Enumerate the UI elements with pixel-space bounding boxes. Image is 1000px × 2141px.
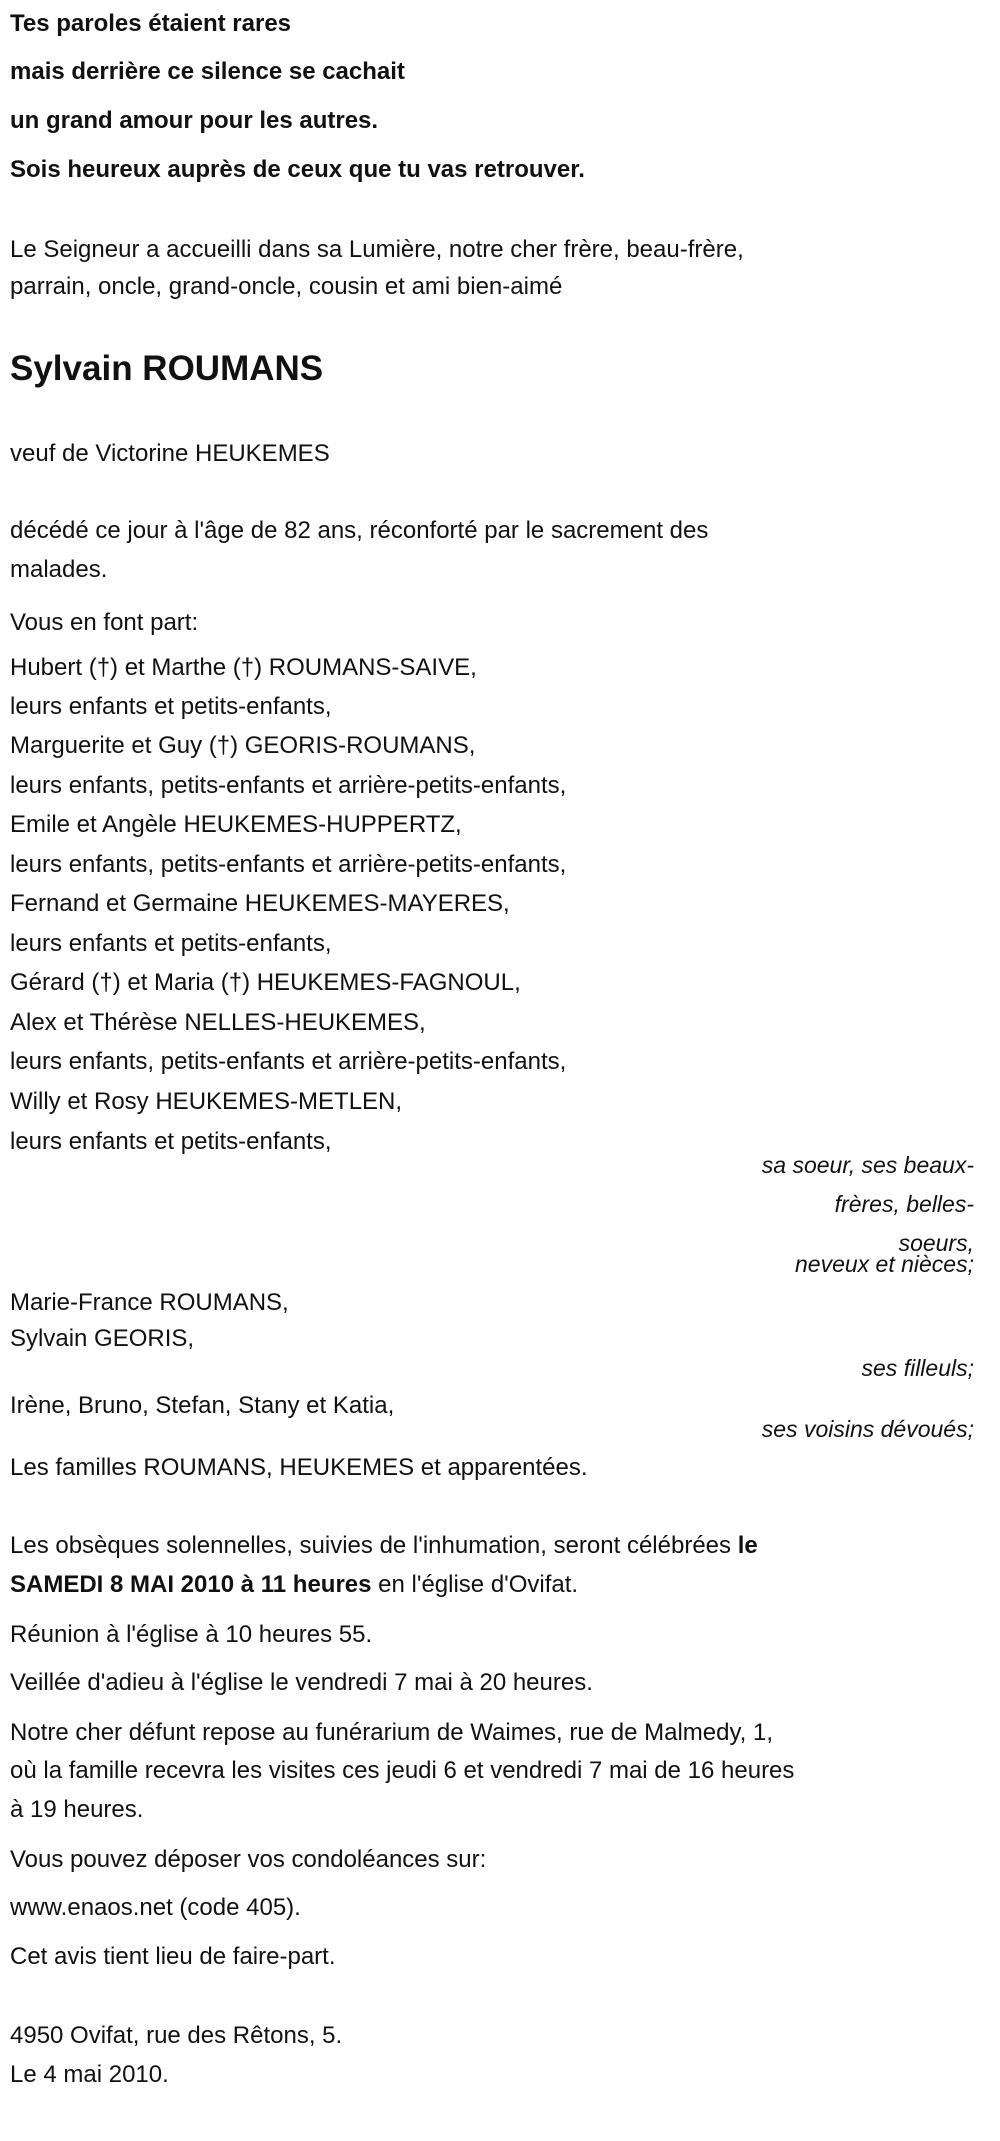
family-line: leurs enfants, petits-enfants et arrière-petits-enfants, <box>10 851 567 878</box>
funeral-date: SAMEDI 8 MAI 2010 à 11 heures <box>10 1571 372 1598</box>
funeral-line <box>10 1526 758 1566</box>
funeral-place: en l'église d'Ovifat. <box>371 1571 579 1598</box>
detail-line: à 19 heures. <box>10 1796 144 1823</box>
death-line: malades. <box>10 556 108 583</box>
funeral-line <box>10 1565 578 1605</box>
family-line: leurs enfants et petits-enfants, <box>10 1128 332 1155</box>
poem-line: mais derrière ce silence se cachait <box>10 58 405 85</box>
family-line: leurs enfants, petits-enfants et arrière-petits-enfants, <box>10 772 567 799</box>
detail-line: Notre cher défunt repose au funérarium de Waimes, rue de Malmedy, 1, <box>10 1719 774 1746</box>
families-line: Les familles ROUMANS, HEUKEMES et apparentées. <box>10 1454 588 1481</box>
intro-line: parrain, oncle, grand-oncle, cousin et ami bien-aimé <box>10 273 563 300</box>
relation-line: ses voisins dévoués; <box>761 1416 974 1442</box>
relation-line: ses filleuls; <box>861 1355 974 1381</box>
family-line: leurs enfants, petits-enfants et arrière-petits-enfants, <box>10 1048 567 1075</box>
detail-line: Veillée d'adieu à l'église le vendredi 7 mai à 20 heures. <box>10 1669 593 1696</box>
poem-line: Sois heureux auprès de ceux que tu vas retrouver. <box>10 156 585 183</box>
detail-line: Réunion à l'église à 10 heures 55. <box>10 1621 373 1648</box>
relation-line: frères, belles- <box>834 1191 974 1217</box>
neighbours-line: Irène, Bruno, Stefan, Stany et Katia, <box>10 1392 395 1419</box>
announce-line: Vous en font part: <box>10 609 199 636</box>
family-line: Emile et Angèle HEUKEMES-HUPPERTZ, <box>10 811 462 838</box>
family-line: Fernand et Germaine HEUKEMES-MAYERES, <box>10 890 510 917</box>
godchild-line: Marie-France ROUMANS, <box>10 1289 289 1316</box>
funeral-text: Les obsèques solennelles, suivies de l'inhumation, seront célébrées <box>10 1532 738 1559</box>
family-line: Marguerite et Guy (†) GEORIS-ROUMANS, <box>10 732 476 759</box>
poem-line: un grand amour pour les autres. <box>10 107 379 134</box>
detail-line: Cet avis tient lieu de faire-part. <box>10 1943 336 1970</box>
family-line: Gérard (†) et Maria (†) HEUKEMES-FAGNOUL, <box>10 969 521 996</box>
deceased-name: Sylvain ROUMANS <box>10 349 324 388</box>
condolence-link[interactable]: www.enaos.net (code 405). <box>10 1894 301 1921</box>
family-line: Alex et Thérèse NELLES-HEUKEMES, <box>10 1009 426 1036</box>
detail-line: Vous pouvez déposer vos condoléances sur: <box>10 1846 487 1873</box>
family-line: Hubert (†) et Marthe (†) ROUMANS-SAIVE, <box>10 654 477 681</box>
relation-line: soeurs, <box>898 1230 974 1256</box>
funeral-text-bold: le <box>737 1532 758 1559</box>
relation-line: sa soeur, ses beaux- <box>761 1152 974 1178</box>
godchild-line: Sylvain GEORIS, <box>10 1325 195 1352</box>
family-line: Willy et Rosy HEUKEMES-METLEN, <box>10 1088 403 1115</box>
widower-line: veuf de Victorine HEUKEMES <box>10 440 330 467</box>
address-line: 4950 Ovifat, rue des Rêtons, 5. <box>10 2022 343 2049</box>
date-line: Le 4 mai 2010. <box>10 2061 169 2088</box>
relation-line: neveux et nièces; <box>794 1251 974 1277</box>
detail-line: où la famille recevra les visites ces jeudi 6 et vendredi 7 mai de 16 heures <box>10 1757 795 1784</box>
death-line: décédé ce jour à l'âge de 82 ans, réconforté par le sacrement des <box>10 517 709 544</box>
poem-line: Tes paroles étaient rares <box>10 10 292 37</box>
family-line: leurs enfants et petits-enfants, <box>10 693 332 720</box>
intro-line: Le Seigneur a accueilli dans sa Lumière, notre cher frère, beau-frère, <box>10 236 744 263</box>
family-line: leurs enfants et petits-enfants, <box>10 930 332 957</box>
